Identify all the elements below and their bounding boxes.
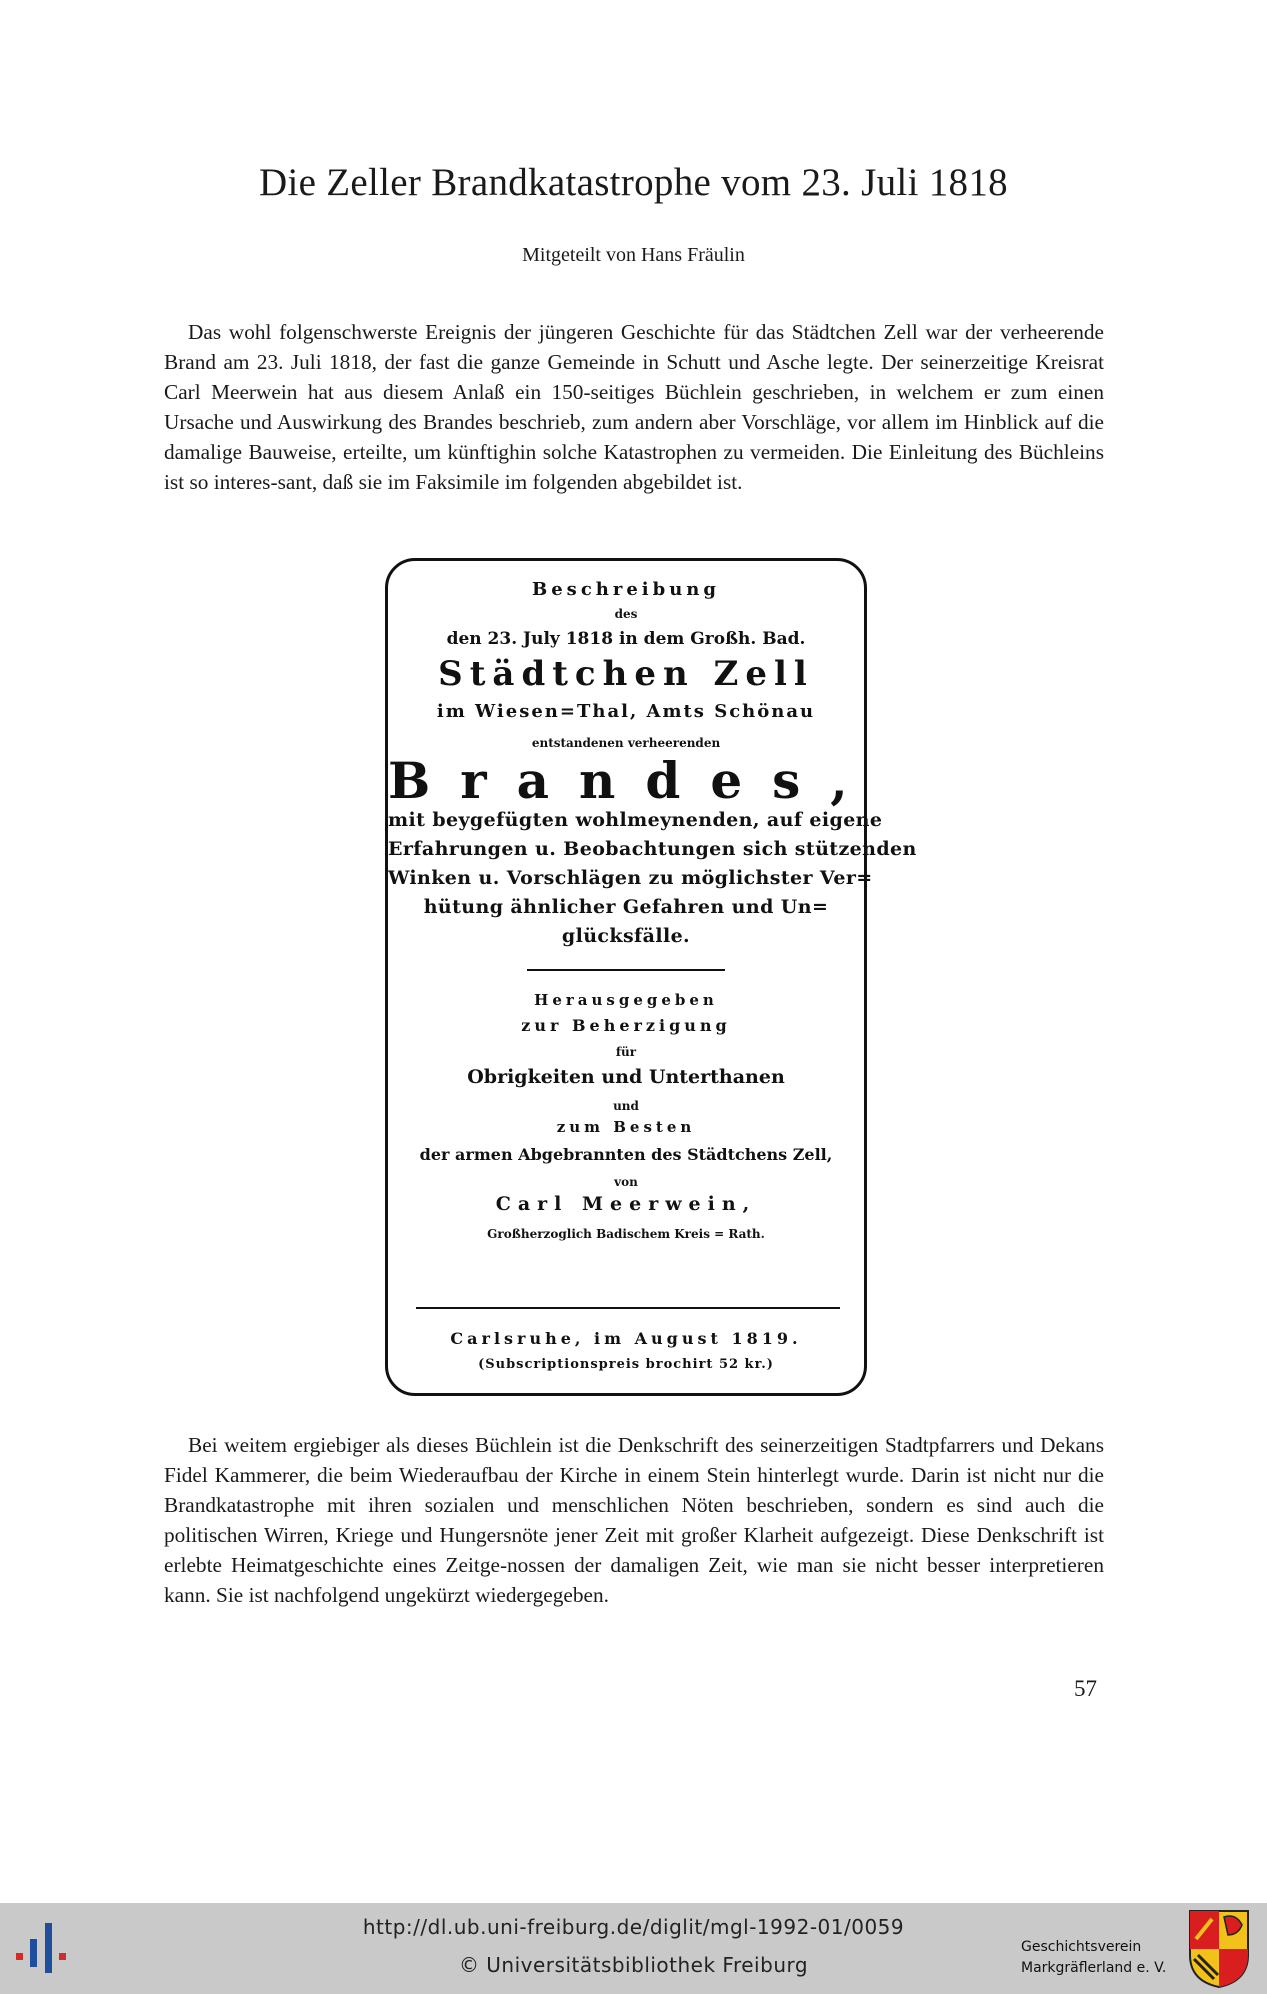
- footer-bar: [0, 1903, 1267, 1994]
- copyright-text: © Universitätsbibliothek Freiburg: [458, 1953, 809, 1977]
- facsimile-line: zur Beherzigung: [521, 1016, 731, 1035]
- facsimile-line: Winken u. Vorschlägen zu möglichster Ver=: [388, 867, 873, 889]
- facsimile-line: und: [613, 1099, 639, 1113]
- author-line: Mitgeteilt von Hans Fräulin: [522, 244, 745, 266]
- facsimile-line: Carl Meerwein,: [495, 1193, 757, 1215]
- coat-of-arms-icon: [1188, 1909, 1250, 1989]
- facsimile-line: für: [615, 1045, 637, 1059]
- facsimile-line: des: [614, 607, 638, 621]
- divider: [527, 969, 725, 971]
- facsimile-line: Herausgegeben: [534, 991, 718, 1009]
- facsimile-line: Erfahrungen u. Beobachtungen sich stützenden: [388, 838, 917, 860]
- facsimile-line: zum Besten: [556, 1118, 696, 1136]
- intro-paragraph: Das wohl folgenschwerste Ereignis der jüngeren Geschichte für das Städtchen Zell war der verheerende Brand am 23. Juli 1818, der fast die ganze Gemeinde in Schutt und Asche legte. Der seinerzeitige Kreisrat Carl Meerwein hat aus diesem Anlaß ein 150-seitiges Büchlein geschrieben, in welchem er zum einen Ursache und Auswirkung des Brandes beschrieb, zum andern aber Vorschläge, vor allem im Hinblick auf die damalige Bauweise, erteilte, um künftighin solche Katastrophen zu vermeiden. Die Einleitung des Büchleins ist so interes-sant, daß sie im Faksimile im folgenden abgebildet ist.: [164, 320, 1104, 494]
- organization-name-line: Geschichtsverein: [1021, 1939, 1142, 1955]
- divider: [416, 1307, 840, 1309]
- facsimile-line: Städtchen Zell: [438, 654, 814, 694]
- facsimile-line: Beschreibung: [532, 579, 720, 600]
- organization-name-line: Markgräflerland e. V.: [1021, 1960, 1167, 1976]
- facsimile-line: im Wiesen=Thal, Amts Schönau: [436, 701, 816, 722]
- source-url-link[interactable]: http://dl.ub.uni-freiburg.de/diglit/mgl-1992-01/0059: [362, 1915, 905, 1939]
- facsimile-line: entstandenen verheerenden: [531, 736, 721, 750]
- body-paragraph: Bei weitem ergiebiger als dieses Büchlein ist die Denkschrift des seinerzeitigen Stadtpfarrers und Dekans Fidel Kammerer, die beim Wiederaufbau der Kirche in einem Stein hinterlegt wurde. Darin ist nicht nur die Brandkatastrophe mit ihren sozialen und menschlichen Nöten beschrieben, sondern es sind auch die politischen Wirren, Kriege und Hungersnöte jener Zeit mit großer Klarheit aufgezeigt. Diese Denkschrift ist erlebte Heimatgeschichte eines Zeitge-nossen der damaligen Zeit, wie man sie nicht besser interpretieren kann. Sie ist nachfolgend ungekürzt wiedergegeben.: [164, 1433, 1104, 1607]
- facsimile-line: der armen Abgebrannten des Städtchens Zell,: [419, 1145, 833, 1164]
- organization-name: [1021, 1937, 1166, 1979]
- facsimile-line: den 23. July 1818 in dem Großh. Bad.: [446, 629, 806, 649]
- facsimile-line: Carlsruhe, im August 1819.: [450, 1329, 802, 1348]
- page-number: 57: [1074, 1676, 1097, 1701]
- facsimile-line: von: [614, 1175, 638, 1189]
- facsimile-line: glücksfälle.: [561, 925, 691, 947]
- facsimile-line: hütung ähnlicher Gefahren und Un=: [423, 896, 829, 918]
- facsimile-line: (Subscriptionspreis brochirt 52 kr.): [478, 1357, 774, 1372]
- facsimile-line: Brandes,: [388, 751, 878, 810]
- page-title: Die Zeller Brandkatastrophe vom 23. Juli 1818: [259, 161, 1008, 204]
- facsimile-line: mit beygefügten wohlmeynenden, auf eigene: [388, 809, 883, 831]
- facsimile-title-page: [385, 558, 917, 1396]
- facsimile-line: Obrigkeiten und Unterthanen: [467, 1066, 785, 1088]
- facsimile-line: Großherzoglich Badischem Kreis = Rath.: [487, 1227, 765, 1241]
